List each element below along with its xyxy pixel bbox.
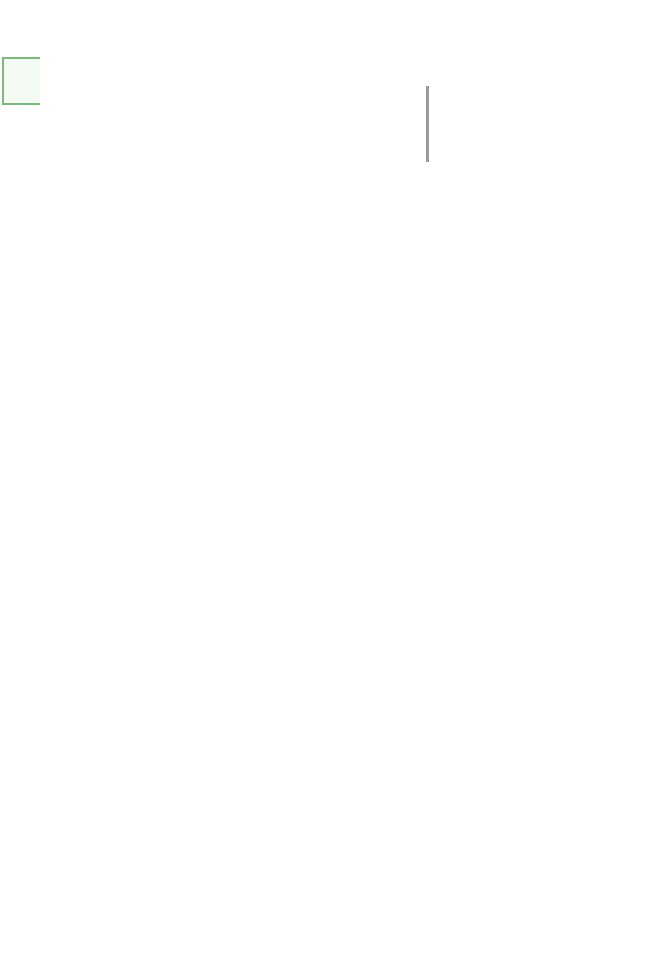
banner-divider [426,86,429,162]
watermark-banner [42,14,489,170]
side-tab [2,57,40,105]
